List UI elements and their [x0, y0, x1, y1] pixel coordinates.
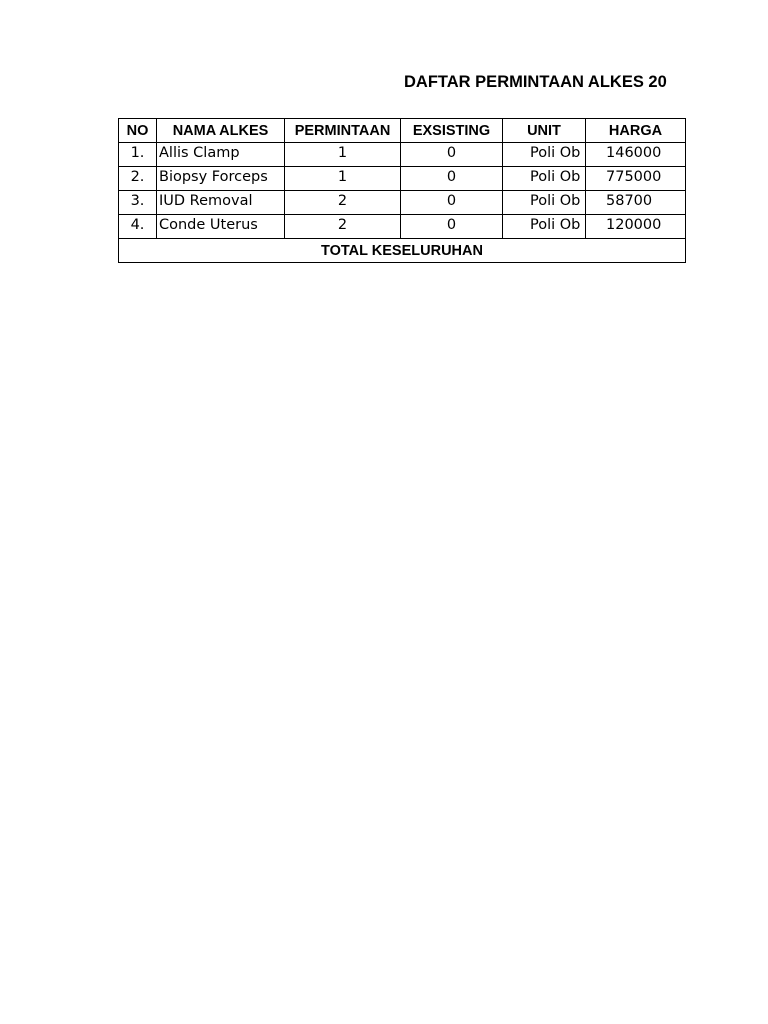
header-exsisting: EXSISTING — [401, 119, 503, 143]
cell-unit: Poli Ob — [503, 167, 586, 191]
total-label: TOTAL KESELURUHAN — [119, 239, 686, 263]
cell-unit: Poli Ob — [503, 143, 586, 167]
header-unit: UNIT — [503, 119, 586, 143]
cell-existing: 0 — [401, 167, 503, 191]
table-row — [119, 191, 686, 215]
cell-unit: Poli Ob — [503, 191, 586, 215]
cell-permintaan: 2 — [285, 191, 401, 215]
cell-harga: 146000 — [586, 143, 686, 167]
header-harga: HARGA — [586, 119, 686, 143]
cell-existing: 0 — [401, 191, 503, 215]
cell-harga: 58700 — [586, 191, 686, 215]
header-nama-alkes: NAMA ALKES — [157, 119, 285, 143]
cell-harga: 775000 — [586, 167, 686, 191]
total-row — [119, 239, 686, 263]
cell-existing: 0 — [401, 143, 503, 167]
request-table — [118, 118, 686, 263]
table-row — [119, 143, 686, 167]
cell-unit: Poli Ob — [503, 215, 586, 239]
header-permintaan: PERMINTAAN — [285, 119, 401, 143]
cell-no: 3. — [119, 191, 157, 215]
cell-no: 4. — [119, 215, 157, 239]
cell-nama-alkes: Allis Clamp — [157, 143, 285, 167]
cell-nama-alkes: Biopsy Forceps — [157, 167, 285, 191]
table-header-row — [119, 119, 686, 143]
document-title: DAFTAR PERMINTAAN ALKES 20 — [404, 73, 667, 91]
table-row — [119, 215, 686, 239]
cell-no: 1. — [119, 143, 157, 167]
cell-permintaan: 2 — [285, 215, 401, 239]
cell-no: 2. — [119, 167, 157, 191]
cell-harga: 120000 — [586, 215, 686, 239]
cell-nama-alkes: Conde Uterus — [157, 215, 285, 239]
cell-existing: 0 — [401, 215, 503, 239]
cell-nama-alkes: IUD Removal — [157, 191, 285, 215]
table-row — [119, 167, 686, 191]
header-no: NO — [119, 119, 157, 143]
cell-permintaan: 1 — [285, 167, 401, 191]
cell-permintaan: 1 — [285, 143, 401, 167]
